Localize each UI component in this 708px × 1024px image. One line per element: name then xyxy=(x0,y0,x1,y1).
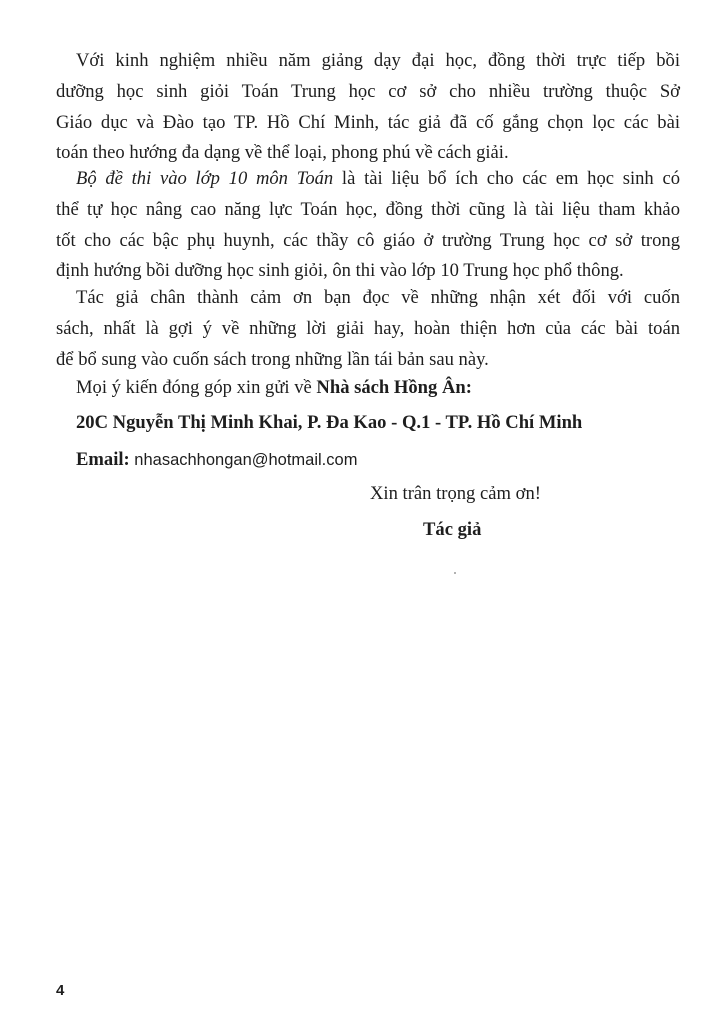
paragraph-line: toán theo hướng đa dạng về thể loại, phong phú về cách giải. xyxy=(56,142,509,164)
author-signature: Tác giả xyxy=(423,519,482,540)
book-title: Bộ đề thi vào lớp 10 môn Toán xyxy=(76,168,334,189)
publisher-name: Nhà sách Hồng Ân: xyxy=(316,377,472,398)
paragraph-line: định hướng bồi dưỡng học sinh giỏi, ôn thi vào lớp 10 Trung học phổ thông. xyxy=(56,260,624,282)
scan-speck xyxy=(454,572,456,574)
publisher-email xyxy=(76,448,357,472)
email-address: nhasachhongan@hotmail.com xyxy=(129,451,358,469)
paragraph-text: là tài liệu bổ ích cho các em học sinh có xyxy=(333,168,680,189)
closing-thanks: Xin trân trọng cảm ơn! xyxy=(370,483,541,504)
paragraph-line: tốt cho các bậc phụ huynh, các thầy cô giáo ở trường Trung học cơ sở trong xyxy=(56,229,680,251)
contact-intro xyxy=(76,376,472,400)
paragraph-line xyxy=(56,164,680,195)
publisher-address: 20C Nguyễn Thị Minh Khai, P. Đa Kao - Q.1 - TP. Hồ Chí Minh xyxy=(76,412,583,433)
paragraph-line: Tác giả chân thành cảm ơn bạn đọc về những nhận xét đối với cuốn xyxy=(76,287,680,308)
paragraph-line: dưỡng học sinh giỏi Toán Trung học cơ sở cho nhiều trường thuộc Sở xyxy=(56,80,680,102)
email-label: Email: xyxy=(76,449,130,470)
contact-intro-text: Mọi ý kiến đóng góp xin gửi về xyxy=(76,377,317,398)
paragraph-line: Với kinh nghiệm nhiều năm giảng dạy đại học, đồng thời trực tiếp bồi xyxy=(76,50,680,71)
page-number: 4 xyxy=(56,982,65,999)
paragraph-line: sách, nhất là gợi ý về những lời giải hay, hoàn thiện hơn của các bài toán xyxy=(56,317,680,339)
paragraph-line: để bổ sung vào cuốn sách trong những lần tái bản sau này. xyxy=(56,348,489,370)
paragraph-line: thể tự học nâng cao năng lực Toán học, đồng thời cũng là tài liệu tham khảo xyxy=(56,198,680,220)
paragraph-experience xyxy=(56,46,680,169)
paragraph-thanks-readers xyxy=(56,283,680,375)
paragraph-line: Giáo dục và Đào tạo TP. Hồ Chí Minh, tác giả đã cố gắng chọn lọc các bài xyxy=(56,111,680,133)
paragraph-book-purpose xyxy=(56,164,680,287)
